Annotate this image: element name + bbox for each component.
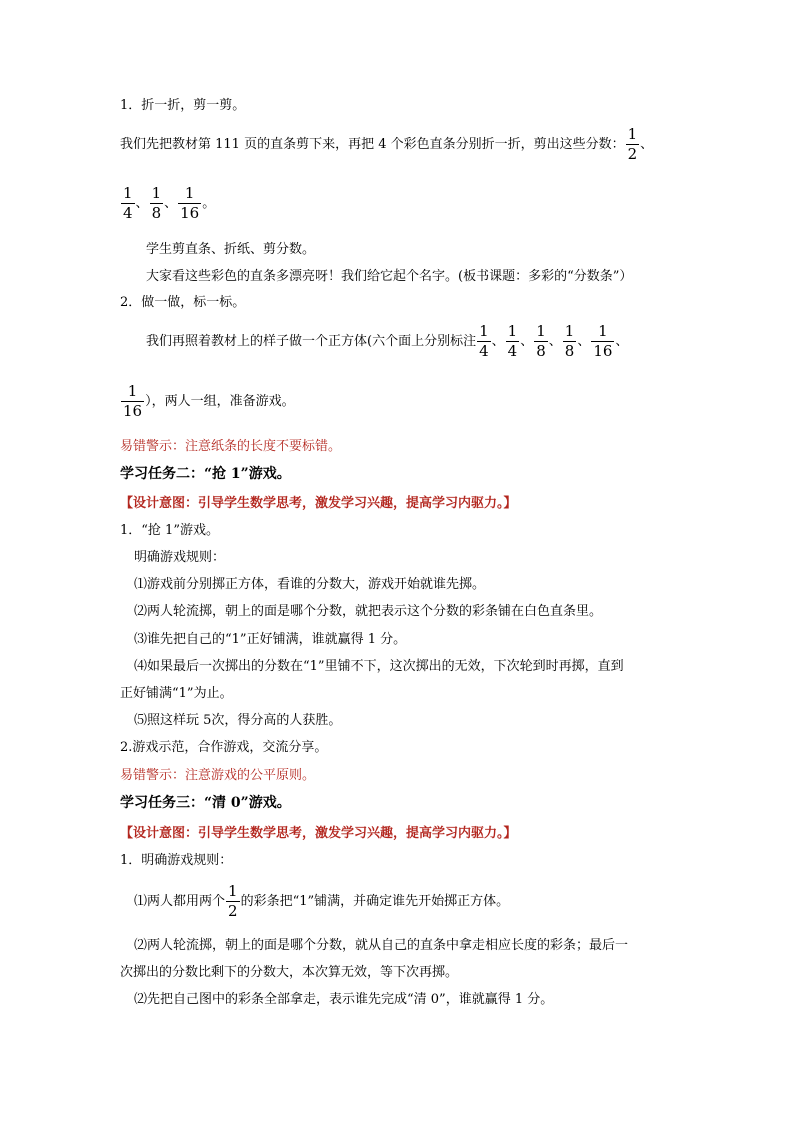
section1-paragraph1-text: 我们先把教材第 111 页的直条剪下来，再把 4 个彩色直条分别折一折，剪出这些分数： (120, 137, 625, 152)
separator: 、 (548, 334, 562, 349)
fraction-1-8: $\frac{1}{8}$ (151, 184, 162, 222)
task3-rule-1 (134, 882, 509, 921)
task2-rule-1: ⑴游戏前分别掷正方体，看谁的分数大，游戏开始就谁先掷。 (134, 577, 486, 592)
section1-paragraph1-continued (120, 184, 215, 223)
separator: 、 (491, 334, 505, 349)
fraction-1-16: $\frac{1}{16}$ (123, 382, 143, 420)
task2-item2: 2.游戏示范，合作游戏，交流分享。 (120, 740, 328, 755)
task3-rule-1-post: 的彩条把“1”铺满，并确定谁先开始掷正方体。 (240, 894, 510, 909)
fraction-1-4: $\frac{1}{4}$ (479, 322, 489, 360)
section2-warning: 易错警示：注意纸条的长度不要标错。 (120, 439, 342, 454)
task2-rule-4-continued: 正好铺满“1”为止。 (120, 686, 233, 701)
separator: 、 (615, 334, 629, 349)
fraction-1-16: $\frac{1}{16}$ (593, 322, 613, 360)
task3-rule-2-continued: 次掷出的分数比剩下的分数大，本次算无效，等下次再掷。 (120, 965, 459, 980)
separator: 、 (135, 196, 149, 211)
section2-paragraph1-text: 我们再照着教材上的样子做一个正方体(六个面上分别标注 (146, 334, 477, 349)
section2-paragraph1-continued (120, 382, 295, 421)
task2-design-intent: 【设计意图：引导学生数学思考，激发学习兴趣，提高学习内驱力。】 (120, 496, 517, 511)
task3-rule-3: ⑵先把自己图中的彩条全部拿走，表示谁先完成“清 0”，谁就赢得 1 分。 (134, 992, 554, 1007)
section1-heading: 1．折一折，剪一剪。 (120, 98, 246, 113)
task3-rule-2: ⑵两人轮流掷，朝上的面是哪个分数，就从自己的直条中拿走相应长度的彩条；最后一 (134, 938, 629, 953)
separator: 、 (577, 334, 591, 349)
task3-item1: 1．明确游戏规则： (120, 853, 233, 868)
task2-rule-5: ⑸照这样玩 5次，得分高的人获胜。 (134, 713, 342, 728)
fraction-1-8: $\frac{1}{8}$ (564, 322, 575, 360)
task3-title: 学习任务三：“清 0”游戏。 (120, 795, 291, 811)
task2-item1: 1．“抢 1”游戏。 (120, 523, 219, 538)
section2-paragraph1 (146, 322, 628, 361)
section2-heading: 2．做一做，标一标。 (120, 295, 246, 310)
task2-rule-2: ⑵两人轮流掷，朝上的面是哪个分数，就把表示这个分数的彩条铺在白色直条里。 (134, 604, 603, 619)
section1-paragraph3: 大家看这些彩色的直条多漂亮呀！我们给它起个名字。(板书课题：多彩的“分数条”） (146, 269, 633, 284)
fraction-1-2: $\frac{1}{2}$ (627, 125, 638, 163)
task2-warning: 易错警示：注意游戏的公平原则。 (120, 768, 316, 783)
separator: 、 (520, 334, 534, 349)
section1-paragraph1 (120, 125, 653, 164)
fraction-1-4: $\frac{1}{4}$ (507, 322, 518, 360)
fraction-1-16: $\frac{1}{16}$ (180, 184, 200, 222)
period: 。 (202, 196, 216, 211)
section2-paragraph1-end: ），两人一组，准备游戏。 (145, 394, 295, 409)
task3-rule-1-pre: ⑴两人都用两个 (134, 894, 226, 909)
section1-paragraph2: 学生剪直条、折纸、剪分数。 (146, 242, 316, 257)
task2-rule-4: ⑷如果最后一次掷出的分数在“1”里铺不下，这次掷出的无效，下次轮到时再掷，直到 (134, 659, 624, 674)
task2-rule-3: ⑶谁先把自己的“1”正好铺满，谁就赢得 1 分。 (134, 632, 407, 647)
task3-design-intent: 【设计意图：引导学生数学思考，激发学习兴趣，提高学习内驱力。】 (120, 826, 517, 841)
fraction-1-4: $\frac{1}{4}$ (123, 184, 133, 222)
task2-rules-heading: 明确游戏规则： (134, 550, 226, 565)
fraction-1-8: $\frac{1}{8}$ (536, 322, 546, 360)
separator: 、 (640, 137, 654, 152)
fraction-1-2: $\frac{1}{2}$ (228, 882, 238, 920)
task2-title: 学习任务二：“抢 1”游戏。 (120, 466, 291, 482)
separator: 、 (164, 196, 178, 211)
